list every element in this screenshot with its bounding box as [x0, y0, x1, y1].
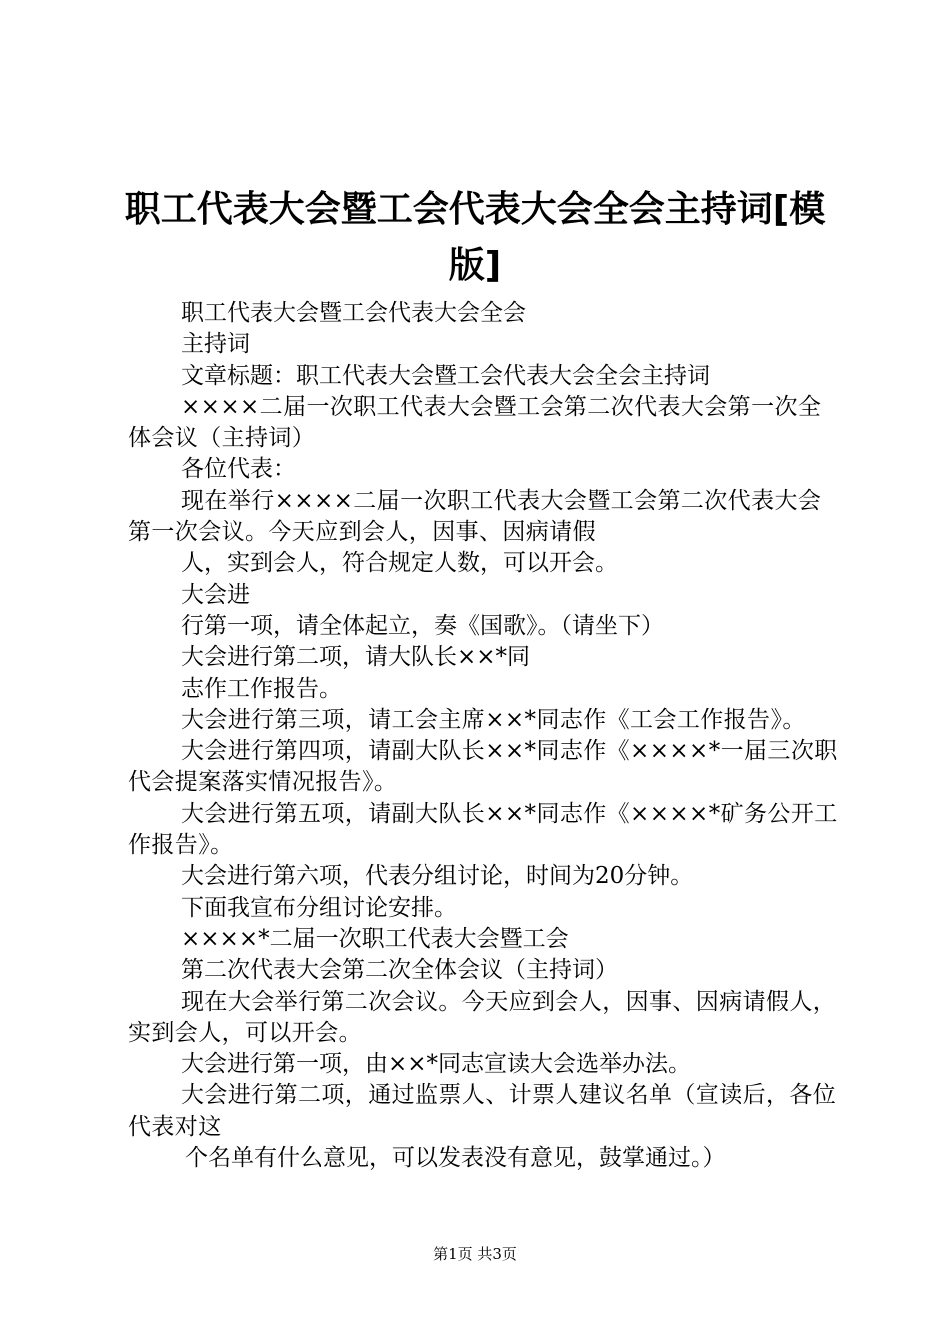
paragraph: 职工代表大会暨工会代表大会全会 [181, 300, 526, 326]
paragraph: 大会进行第五项，请副大队长××*同志作《××××*矿务公开工作报告》。 [128, 800, 838, 859]
document-title: 职工代表大会暨工会代表大会全会主持词[模版] [124, 189, 826, 286]
paragraph: ××××二届一次职工代表大会暨工会第二次代表大会第一次全体会议（主持词） [128, 393, 822, 452]
paragraph: 现在举行××××二届一次职工代表大会暨工会第二次代表大会第一次会议。今天应到会人，因事、因病请假 [128, 487, 822, 546]
paragraph: ××××*二届一次职工代表大会暨工会 [181, 925, 569, 952]
document-body [128, 298, 840, 1174]
paragraph: 下面我宣布分组讨论安排。 [181, 894, 457, 921]
paragraph: 志作工作报告。 [181, 675, 342, 702]
paragraph: 大会进行第二项，通过监票人、计票人建议名单（宣读后，各位代表对这 [128, 1082, 837, 1140]
paragraph: 个名单有什么意见，可以发表没有意见，鼓掌通过。） [185, 1145, 726, 1172]
paragraph: 主持词 [181, 331, 250, 358]
paragraph: 文章标题：职工代表大会暨工会代表大会全会主持词 [181, 362, 710, 389]
paragraph: 大会进行第六项，代表分组讨论，时间为20分钟。 [181, 863, 694, 890]
page-number: 第1页 共3页 [433, 1245, 517, 1263]
paragraph: 行第一项，请全体起立，奏《国歌》。（请坐下） [181, 612, 664, 639]
paragraph: 现在大会举行第二次会议。今天应到会人，因事、因病请假人，实到会人，可以开会。 [128, 988, 837, 1046]
paragraph: 大会进行第三项，请工会主席××*同志作《工会工作报告》。 [181, 706, 806, 733]
paragraph: 大会进行第二项，请大队长××*同 [181, 644, 531, 671]
paragraph: 人，实到会人，符合规定人数，可以开会。 [181, 550, 618, 577]
paragraph: 大会进 [181, 581, 250, 608]
paragraph: 第二次代表大会第二次全体会议（主持词） [181, 957, 618, 984]
paragraph: 大会进行第四项，请副大队长××*同志作《××××*一届三次职代会提案落实情况报告》。 [128, 738, 838, 796]
paragraph: 各位代表： [181, 456, 296, 483]
paragraph: 大会进行第一项，由××*同志宣读大会选举办法。 [181, 1051, 692, 1078]
